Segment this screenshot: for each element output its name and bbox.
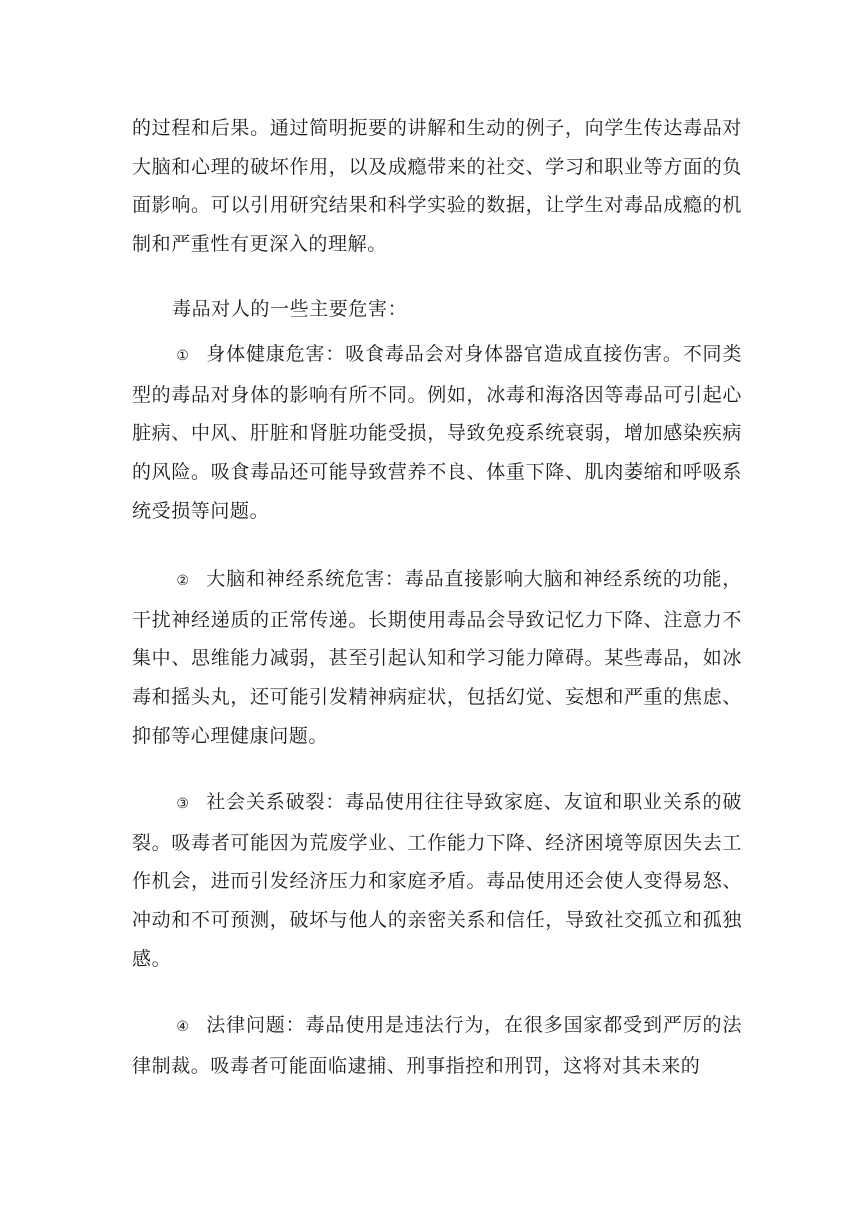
item-text-4: 法律问题：毒品使用是违法行为，在很多国家都受到严厉的法律制裁。吸毒者可能面临逮捕、刑事指控和刑罚，这将对其未来的 — [132, 1014, 742, 1077]
item-text-3: 社会关系破裂：毒品使用往往导致家庭、友谊和职业关系的破裂。吸毒者可能因为荒废学业、工作能力下降、经济困境等原因失去工作机会，进而引发经济压力和家庭矛盾。毒品使用还会使人变得易怒、冲动和不可预测，破坏与他人的亲密关系和信任，导致社交孤立和孤独感。 — [132, 791, 742, 970]
harms-heading: 毒品对人的一些主要危害： — [172, 298, 408, 320]
item-number-4: ④ — [176, 1019, 190, 1035]
continuation-paragraph: 的过程和后果。通过简明扼要的讲解和生动的例子，向学生传达毒品对大脑和心理的破坏作用，以及成瘾带来的社交、学习和职业等方面的负面影响。可以引用研究结果和科学实验的数据，让学生对毒品成瘾的机制和严重性有更深入的理解。 — [132, 117, 742, 256]
body-text — [132, 109, 742, 264]
list-item-4 — [132, 1006, 742, 1085]
item-1-block — [132, 335, 742, 531]
item-3-block — [132, 783, 742, 979]
list-item-2 — [132, 560, 742, 756]
item-text-1: 身体健康危害：吸食毒品会对身体器官造成直接伤害。不同类型的毒品对身体的影响有所不同。例如，冰毒和海洛因等毒品可引起心脏病、中风、肝脏和肾脏功能受损，导致免疫系统衰弱，增加感染疾病的风险。吸食毒品还可能导致营养不良、体重下降、肌肉萎缩和呼吸系统受损等问题。 — [132, 343, 742, 522]
item-text-2: 大脑和神经系统危害：毒品直接影响大脑和神经系统的功能，干扰神经递质的正常传递。长期使用毒品会导致记忆力下降、注意力不集中、思维能力减弱，甚至引起认知和学习能力障碍。某些毒品，如冰毒和摇头丸，还可能引发精神病症状，包括幻觉、妄想和严重的焦虑、抑郁等心理健康问题。 — [132, 568, 742, 747]
item-number-1: ① — [176, 348, 190, 364]
item-number-2: ② — [176, 573, 190, 589]
heading-block — [132, 290, 742, 329]
item-number-3: ③ — [176, 796, 190, 812]
list-item-1 — [132, 335, 742, 531]
list-item-3 — [132, 783, 742, 979]
item-4-block — [132, 1006, 742, 1085]
item-2-block — [132, 560, 742, 756]
